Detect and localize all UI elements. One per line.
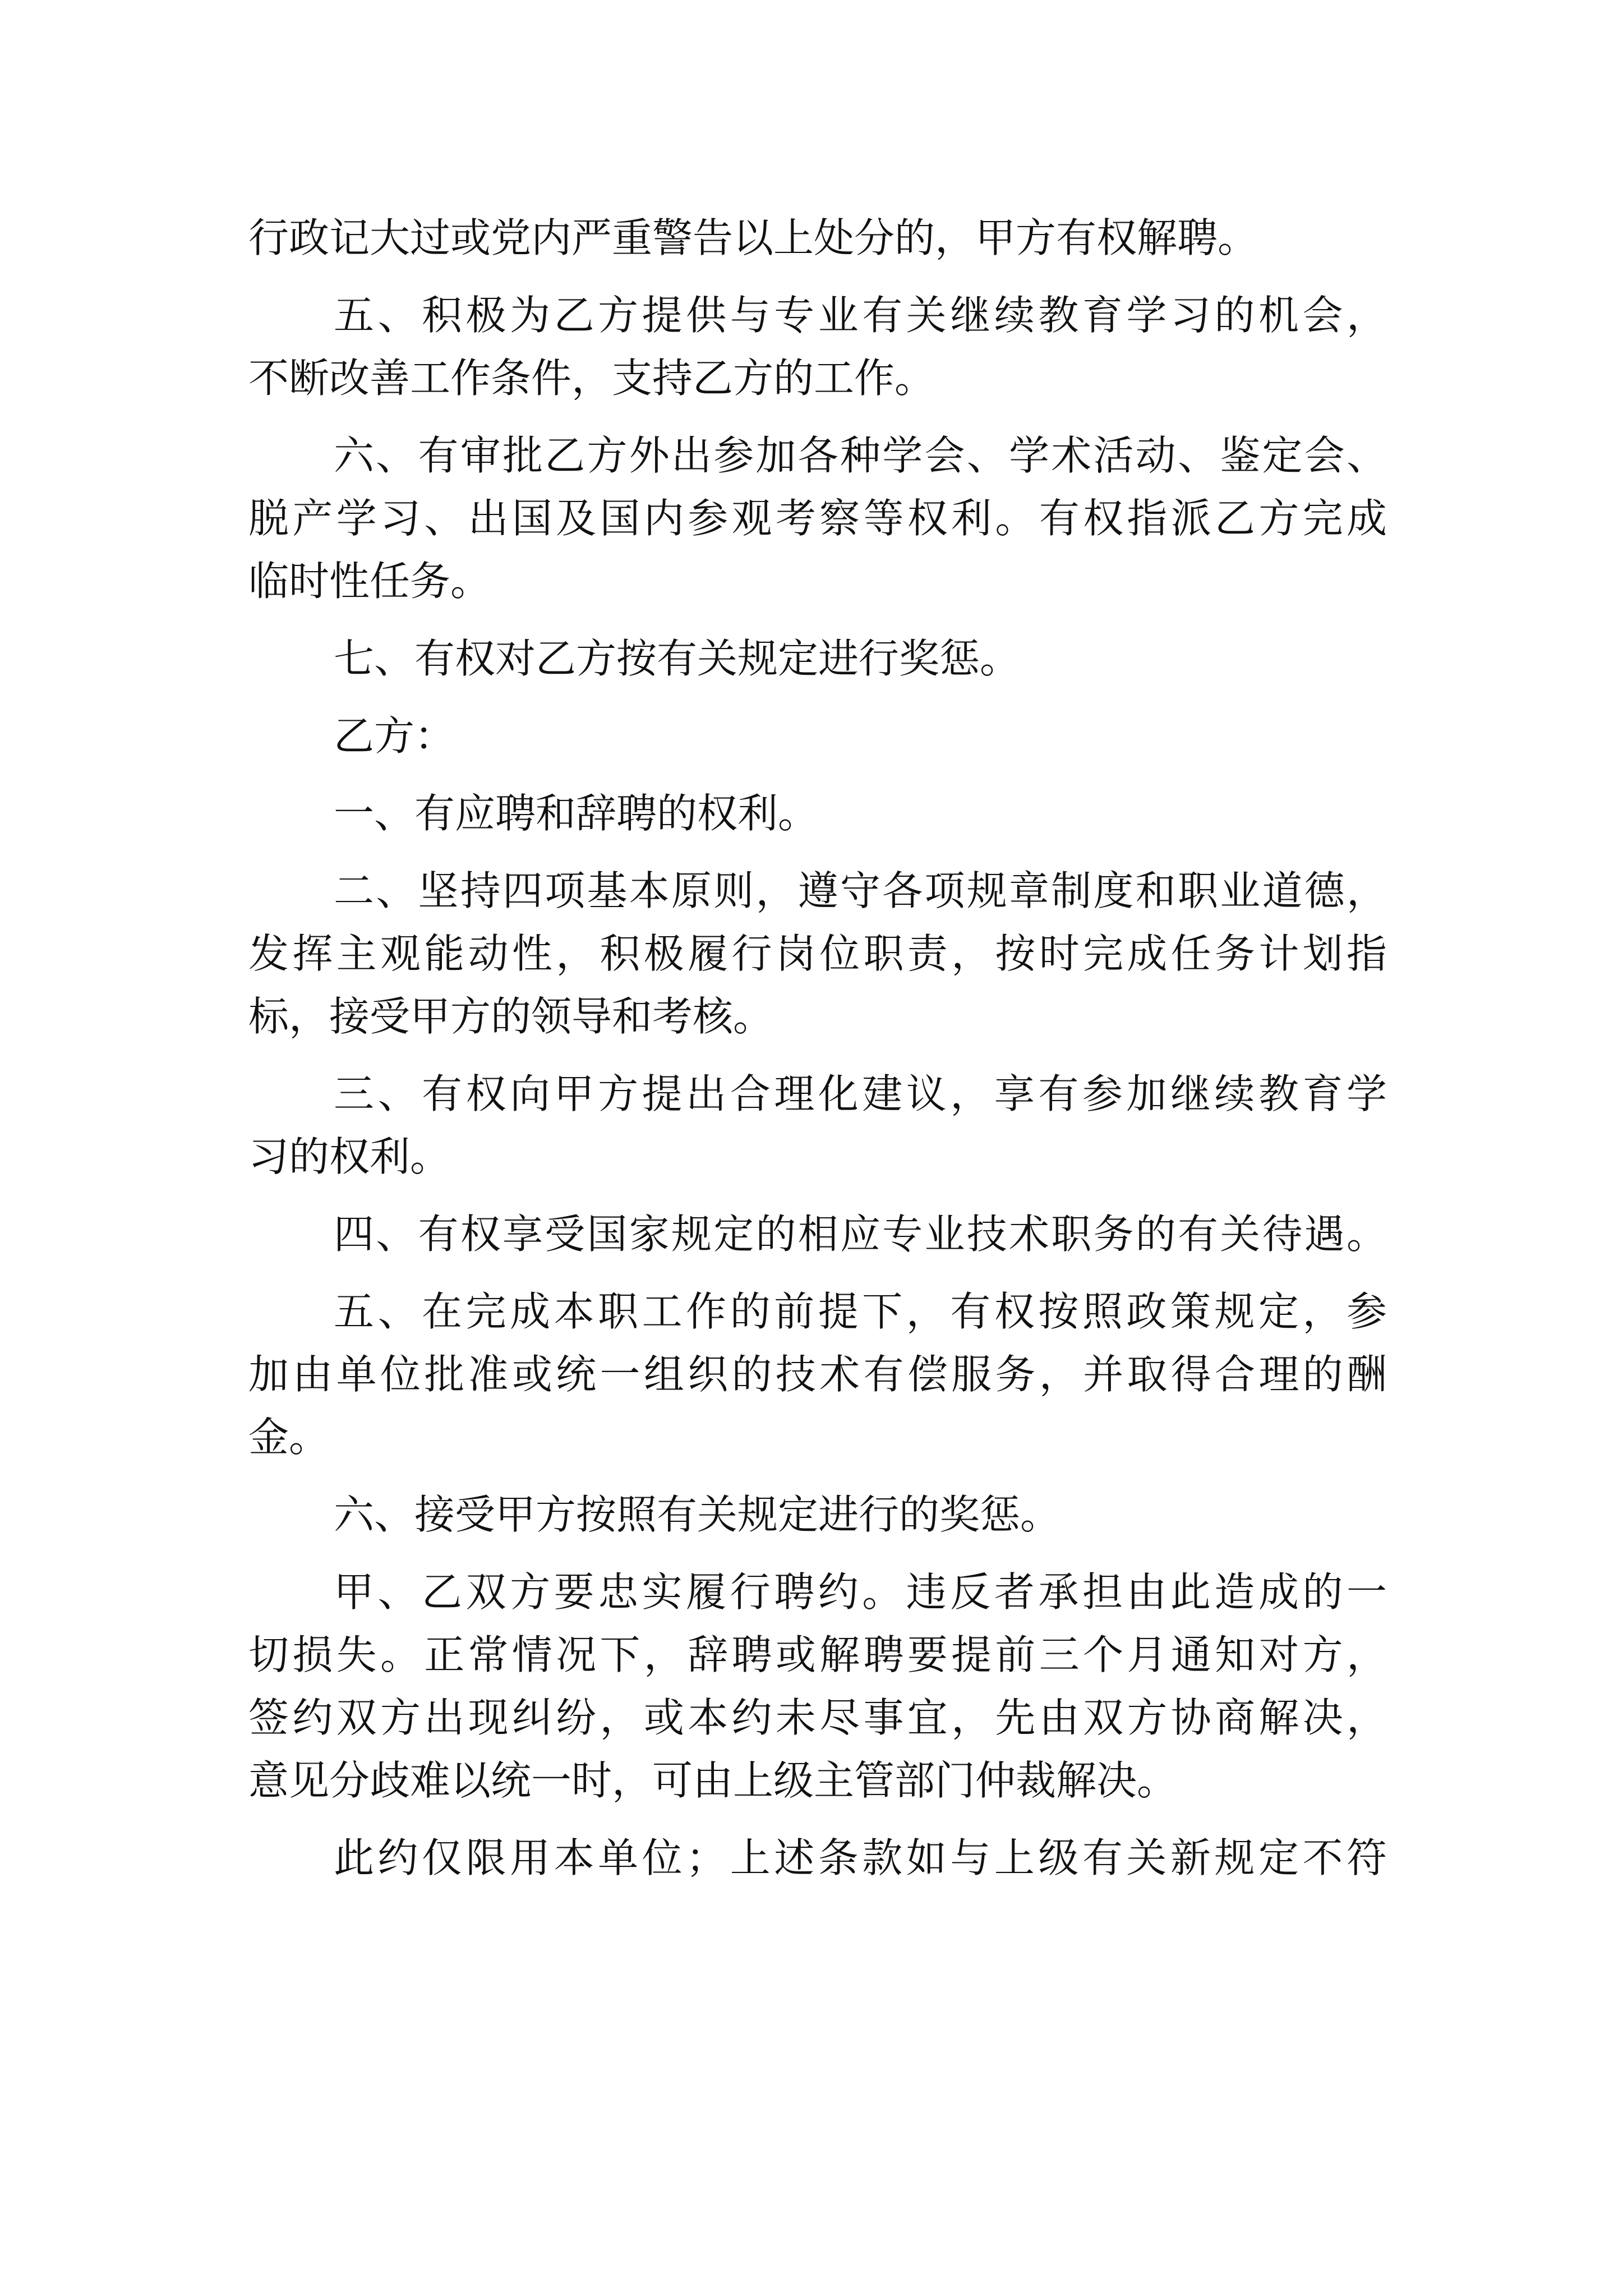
text-line: 加由单位批准或统一组织的技术有偿服务，并取得合理的酬 [248,1351,1387,1398]
text-line: 签约双方出现纠纷，或本约未尽事宜，先由双方协商解决， [248,1694,1387,1741]
document-page [248,206,1387,1889]
text-line: 五、积极为乙方提供与专业有关继续教育学习的机会， [334,292,1387,339]
text-line: 一、有应聘和辞聘的权利。 [334,790,819,837]
text-line: 不断改善工作条件，支持乙方的工作。 [248,355,935,402]
text-line: 六、接受甲方按照有关规定进行的奖惩。 [334,1491,1061,1538]
text-line: 七、有权对乙方按有关规定进行奖惩。 [334,635,1021,682]
text-line: 六、有审批乙方外出参加各种学会、学术活动、鉴定会、 [334,432,1387,479]
text-line: 金。 [248,1414,330,1461]
text-line: 二、坚持四项基本原则，遵守各项规章制度和职业道德， [334,867,1387,914]
text-line: 此约仅限用本单位；上述条款如与上级有关新规定不符 [334,1834,1387,1881]
text-line: 切损失。正常情况下，辞聘或解聘要提前三个月通知对方， [248,1631,1387,1678]
text-line: 行政记大过或党内严重警告以上处分的，甲方有权解聘。 [248,214,1258,261]
text-line: 发挥主观能动性，积极履行岗位职责，按时完成任务计划指 [248,930,1387,977]
text-line: 临时性任务。 [248,558,491,605]
text-line: 习的权利。 [248,1133,451,1180]
text-line: 甲、乙双方要忠实履行聘约。违反者承担由此造成的一 [334,1568,1387,1616]
text-line: 脱产学习、出国及国内参观考察等权利。有权指派乙方完成 [248,495,1387,542]
text-line: 乙方： [334,712,455,760]
text-line: 四、有权享受国家规定的相应专业技术职务的有关待遇。 [334,1211,1387,1258]
text-line: 意见分歧难以统一时，可由上级主管部门仲裁解决。 [248,1757,1178,1804]
text-line: 三、有权向甲方提出合理化建议，享有参加继续教育学 [334,1070,1387,1117]
text-line: 五、在完成本职工作的前提下，有权按照政策规定，参 [334,1288,1387,1335]
text-line: 标，接受甲方的领导和考核。 [248,993,774,1040]
